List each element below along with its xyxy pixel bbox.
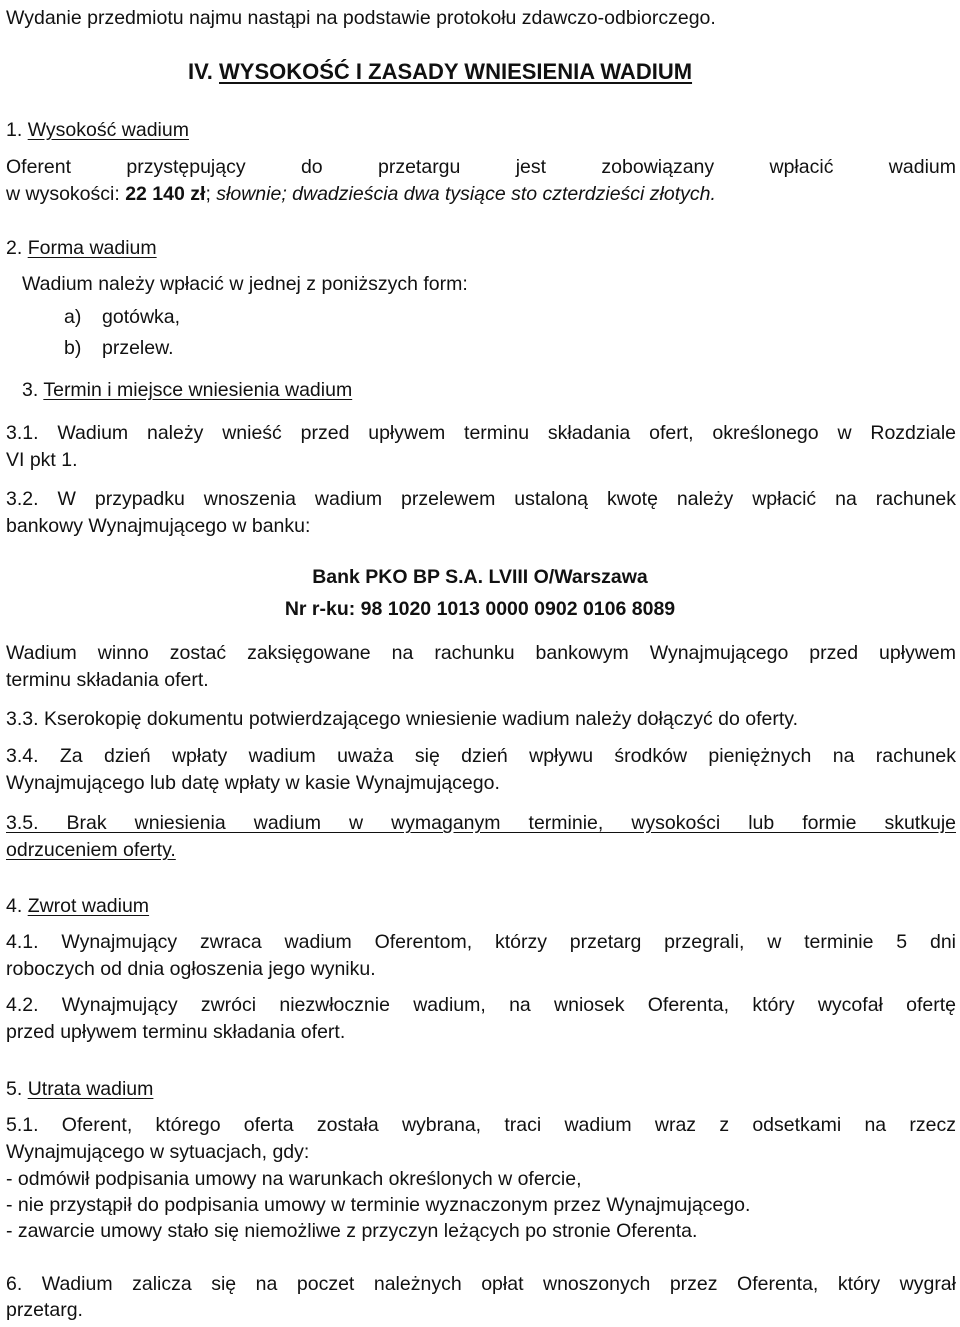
note-line1: Wadium winno zostać zaksięgowane na rachunku bankowym Wynajmującego przed upływem (6, 642, 956, 664)
intro-text: Wydanie przedmiotu najmu nastąpi na podstawie protokołu zdawczo-odbiorczego. (6, 7, 716, 29)
s1-heading: 1. Wysokość wadium (6, 119, 189, 141)
p51-line1: 5.1. Oferent, którego oferta została wybrana, traci wadium wraz z odsetkami na rzecz (6, 1114, 956, 1136)
section-heading (188, 60, 888, 84)
p51-line2: Wynajmującego w sytuacjach, gdy: (6, 1141, 310, 1163)
list-item: - odmówił podpisania umowy na warunkach określonych w ofercie, (6, 1168, 582, 1190)
bank-name: Bank PKO BP S.A. LVIII O/Warszawa (312, 566, 648, 588)
p31-line2: VI pkt 1. (6, 449, 78, 471)
list-item: b) przelew. (64, 337, 174, 359)
s1-line1: Oferent przystępujący do przetargu jest zobowiązany wpłacić wadium (6, 156, 956, 178)
s4-title: Zwrot wadium (27, 895, 150, 917)
p33: 3.3. Kserokopię dokumentu potwierdzającego wniesienie wadium należy dołączyć do oferty. (6, 708, 798, 730)
p32-line2: bankowy Wynajmującego w banku: (6, 515, 311, 537)
list-item: a) gotówka, (64, 306, 181, 328)
note-line2: terminu składania ofert. (6, 669, 209, 691)
s4-heading: 4. Zwrot wadium (6, 895, 150, 917)
p42-line2: przed upływem terminu składania ofert. (6, 1021, 346, 1043)
s1-title: Wysokość wadium (27, 119, 189, 141)
p32-line1: 3.2. W przypadku wnoszenia wadium przelewem ustaloną kwotę należy wpłacić na rachunek (6, 488, 956, 510)
section-number: IV. (188, 59, 213, 84)
list-item: - zawarcie umowy stało się niemożliwe z przyczyn leżących po stronie Oferenta. (6, 1220, 698, 1242)
p31-line1: 3.1. Wadium należy wnieść przed upływem terminu składania ofert, określonego w Rozdziale (6, 422, 956, 444)
wadium-amount: 22 140 zł (125, 183, 206, 205)
p34-line2: Wynajmującego lub datę wpłaty w kasie Wynajmującego. (6, 772, 500, 794)
s5-title: Utrata wadium (27, 1078, 154, 1100)
p35-line2: odrzuceniem oferty. (6, 839, 176, 861)
s6-line1: 6. Wadium zalicza się na poczet należnych opłat wnoszonych przez Oferenta, który wygrał (6, 1273, 956, 1295)
p41-line2: roboczych od dnia ogłoszenia jego wyniku. (6, 958, 376, 980)
section-title: WYSOKOŚĆ I ZASADY WNIESIENIA WADIUM (219, 59, 693, 84)
p42-line1: 4.2. Wynajmujący zwróci niezwłocznie wadium, na wniosek Oferenta, który wycofał ofertę (6, 994, 956, 1016)
s6-line2: przetarg. (6, 1299, 83, 1321)
p34-line1: 3.4. Za dzień wpłaty wadium uważa się dzień wpływu środków pieniężnych na rachunek (6, 745, 956, 767)
list-item: - nie przystąpił do podpisania umowy w terminie wyznaczonym przez Wynajmującego. (6, 1194, 751, 1216)
s3-title: Termin i miejsce wniesienia wadium (43, 379, 353, 401)
s3-heading: 3. Termin i miejsce wniesienia wadium (22, 379, 353, 401)
s5-heading: 5. Utrata wadium (6, 1078, 154, 1100)
s1-line2: w wysokości: 22 140 zł; słownie; dwadzieścia dwa tysiące sto czterdzieści złotych. (6, 183, 716, 205)
s2-title: Forma wadium (27, 237, 157, 259)
p35-line1: 3.5. Brak wniesienia wadium w wymaganym terminie, wysokości lub formie skutkuje (6, 812, 956, 834)
p41-line1: 4.1. Wynajmujący zwraca wadium Oferentom, którzy przetarg przegrali, w terminie 5 dni (6, 931, 956, 953)
s2-text: Wadium należy wpłacić w jednej z poniższych form: (22, 273, 468, 295)
amount-in-words: słownie; dwadzieścia dwa tysiące sto czterdzieści złotych. (216, 183, 716, 205)
bank-account: Nr r-ku: 98 1020 1013 0000 0902 0106 8089 (284, 598, 676, 620)
s2-heading: 2. Forma wadium (6, 237, 157, 259)
